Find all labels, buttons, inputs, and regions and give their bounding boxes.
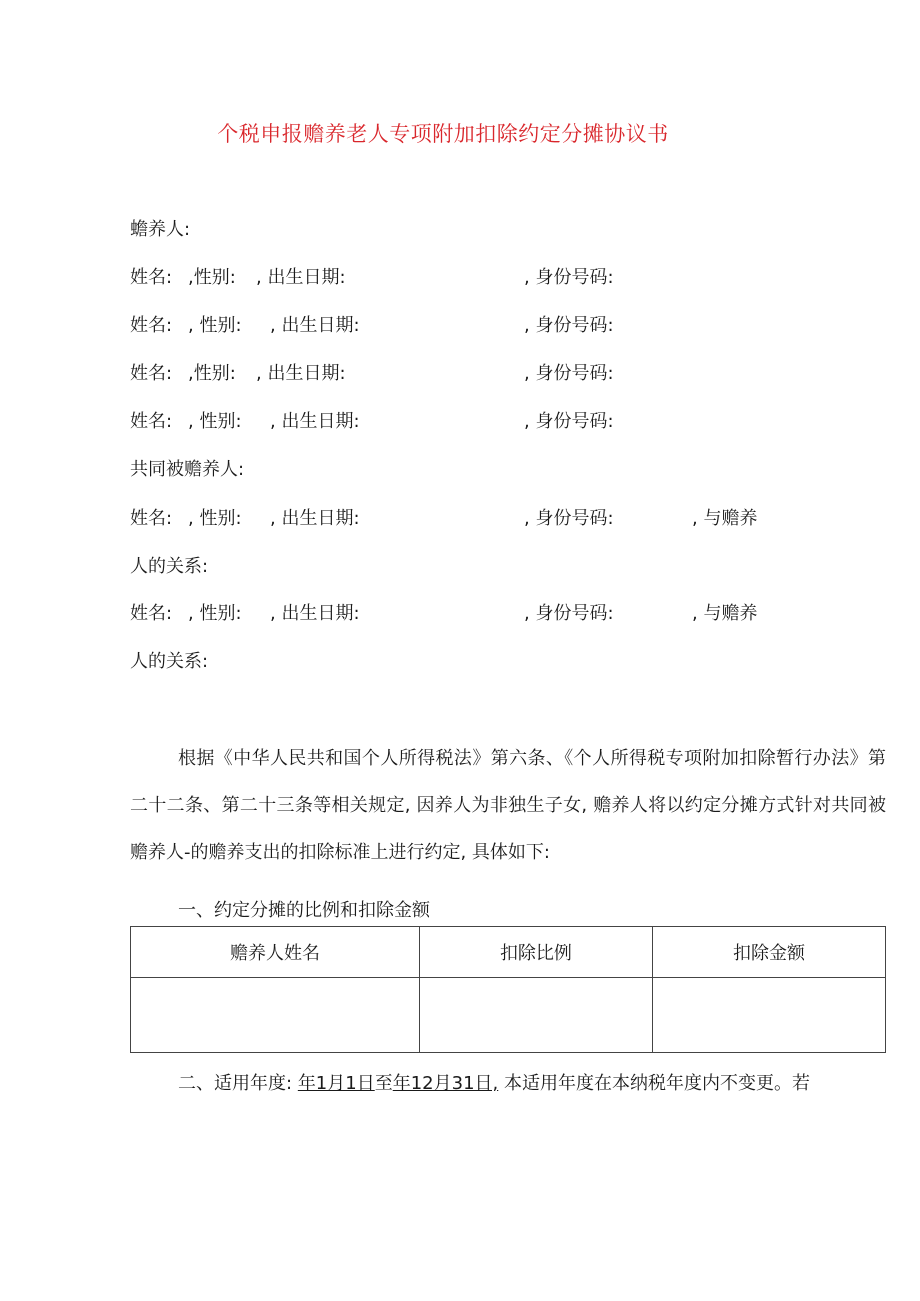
birth-label: , 出生日期: [270, 603, 360, 624]
id-label: , 身份号码: [524, 363, 614, 384]
name-label: 姓名: [130, 603, 173, 624]
section-1-title: 一、约定分摊的比例和扣除金额 [178, 900, 430, 921]
name-label: 姓名: [130, 363, 173, 384]
name-label: 姓名: [130, 411, 173, 432]
gender-label: , 性别: [188, 411, 242, 432]
relation-label: , 与赡养 [692, 508, 758, 529]
id-label: , 身份号码: [524, 411, 614, 432]
supporter-heading: 蟾养人: [130, 219, 191, 240]
id-label: , 身份号码: [524, 603, 614, 624]
table-row [131, 978, 886, 1053]
name-label: 姓名: [130, 267, 173, 288]
header-deduction-ratio: 扣除比例 [419, 927, 652, 978]
birth-label: , 出生日期: [256, 363, 346, 384]
birth-label: , 出生日期: [270, 411, 360, 432]
cell-deduction-amount [652, 978, 885, 1053]
section-2-start-date: 年1月1日 [297, 1073, 375, 1094]
section-2-end-date: 年12月31日, [392, 1073, 499, 1094]
id-label: , 身份号码: [524, 267, 614, 288]
basis-paragraph: 根据《中华人民共和国个人所得税法》第六条、《个人所得税专项附加扣除暂行办法》第二十二条、第二十三条等相关规定, 因养人为非独生子女, 赡养人将以约定分摊方式针对共同被赡养人-的赡养支出的扣除标准上进行约定, 具体如下: [130, 748, 886, 863]
relation-label-cont: 人的关系: [130, 651, 209, 672]
id-label: , 身份号码: [524, 508, 614, 529]
name-label: 姓名: [130, 508, 173, 529]
birth-label: , 出生日期: [270, 315, 360, 336]
section-2-to: 至 [374, 1073, 393, 1094]
gender-label: ,性别: [188, 267, 236, 288]
gender-label: ,性别: [188, 363, 236, 384]
gender-label: , 性别: [188, 508, 242, 529]
gender-label: , 性别: [188, 603, 242, 624]
relation-label: , 与赡养 [692, 603, 758, 624]
cell-supporter-name [131, 978, 420, 1053]
header-deduction-amount: 扣除金额 [652, 927, 885, 978]
header-supporter-name: 赡养人姓名 [131, 927, 420, 978]
dependent-heading: 共同被赡养人: [130, 459, 245, 480]
gender-label: , 性别: [188, 315, 242, 336]
page-title: 个税申报赡养老人专项附加扣除约定分摊协议书 [217, 122, 669, 146]
table-header-row [131, 927, 886, 978]
name-label: 姓名: [130, 315, 173, 336]
section-2-prefix: 二、适用年度: [178, 1073, 293, 1094]
allocation-table [130, 926, 886, 1053]
birth-label: , 出生日期: [256, 267, 346, 288]
cell-deduction-ratio [419, 978, 652, 1053]
relation-label-cont: 人的关系: [130, 556, 209, 577]
birth-label: , 出生日期: [270, 508, 360, 529]
section-2 [178, 1072, 810, 1096]
section-2-rest: 本适用年度在本纳税年度内不变更。若 [503, 1073, 810, 1094]
id-label: , 身份号码: [524, 315, 614, 336]
